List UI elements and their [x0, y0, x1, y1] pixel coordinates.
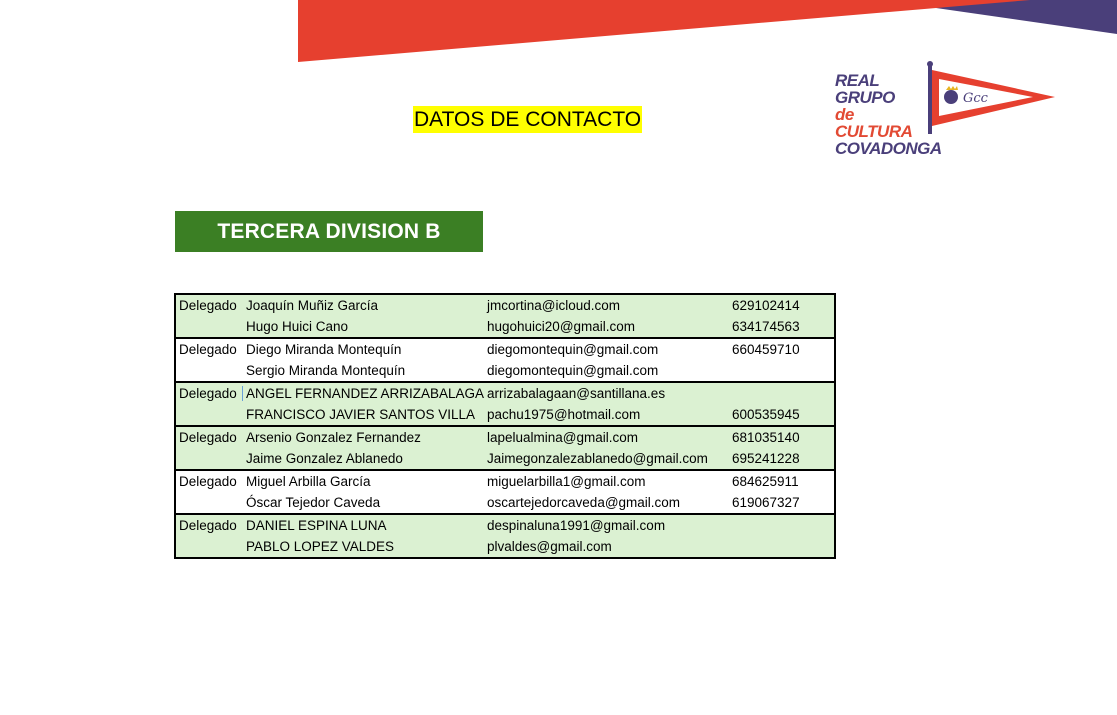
contact-email: jmcortina@icloud.com: [487, 298, 620, 313]
contact-phone: 695241228: [732, 451, 800, 466]
table-row: [176, 404, 834, 425]
contact-name: Hugo Huici Cano: [246, 319, 349, 334]
contact-name: Miguel Arbilla García: [246, 474, 371, 489]
logo-line-2: de CULTURA: [835, 105, 913, 141]
contact-email: arrizabalagaan@santillana.es: [487, 386, 666, 401]
table-row: [176, 339, 834, 360]
contact-email: Jaimegonzalezablanedo@gmail.com: [487, 451, 708, 466]
contact-role: Delegado: [179, 386, 237, 401]
contact-email: despinaluna1991@gmail.com: [487, 518, 666, 533]
table-row: [176, 448, 834, 469]
contact-name: Óscar Tejedor Caveda: [246, 495, 381, 510]
contact-name: ANGEL FERNANDEZ ARRIZABALAGA: [246, 386, 485, 401]
contact-phone: 684625911: [732, 474, 799, 489]
contact-role: Delegado: [179, 298, 237, 313]
contact-name: FRANCISCO JAVIER SANTOS VILLA: [246, 407, 476, 422]
table-row: [176, 383, 834, 404]
contact-email: hugohuici20@gmail.com: [487, 319, 636, 334]
logo-line-3: COVADONGA: [835, 139, 942, 158]
contact-role: Delegado: [179, 342, 237, 357]
contact-name: Joaquín Muñiz García: [246, 298, 379, 313]
contact-group: [176, 515, 834, 557]
contact-phone: 629102414: [732, 298, 800, 313]
contact-phone: 600535945: [732, 407, 800, 422]
contact-role: Delegado: [179, 474, 237, 489]
table-row: [176, 360, 834, 381]
contact-name: PABLO LOPEZ VALDES: [246, 539, 395, 554]
contact-name: Diego Miranda Montequín: [246, 342, 402, 357]
division-banner: TERCERA DIVISION B: [175, 211, 483, 252]
contact-name: Arsenio Gonzalez Fernandez: [246, 430, 421, 445]
contact-email: pachu1975@hotmail.com: [487, 407, 641, 422]
contact-email: lapelualmina@gmail.com: [487, 430, 639, 445]
contact-phone: 619067327: [732, 495, 800, 510]
table-row: [176, 427, 834, 448]
club-logo: [830, 60, 1070, 158]
club-logo-text: [835, 71, 942, 158]
contact-phone: 681035140: [732, 430, 800, 445]
svg-text:Gcc: Gcc: [963, 91, 988, 106]
page-title: DATOS DE CONTACTO: [414, 108, 642, 131]
contact-name: DANIEL ESPINA LUNA: [246, 518, 387, 533]
contact-role: Delegado: [179, 518, 237, 533]
contact-email: plvaldes@gmail.com: [487, 539, 612, 554]
contact-email: diegomontequin@gmail.com: [487, 363, 659, 378]
contact-group: [176, 339, 834, 383]
table-row: [176, 295, 834, 316]
table-row: [176, 536, 834, 557]
table-row: [176, 492, 834, 513]
contact-email: miguelarbilla1@gmail.com: [487, 474, 646, 489]
table-row: [176, 316, 834, 337]
contact-name: Jaime Gonzalez Ablanedo: [246, 451, 403, 466]
contact-email: diegomontequin@gmail.com: [487, 342, 659, 357]
contacts-table: [174, 293, 836, 559]
contact-name: Sergio Miranda Montequín: [246, 363, 406, 378]
contact-email: oscartejedorcaveda@gmail.com: [487, 495, 681, 510]
contact-group: [176, 295, 834, 339]
header-red-stripe: [298, 0, 1030, 62]
contact-group: [176, 383, 834, 427]
logo-line-1: REAL GRUPO: [835, 71, 895, 107]
pennant-flag-icon: [925, 60, 1060, 140]
contact-role: Delegado: [179, 430, 237, 445]
contact-phone: 634174563: [732, 319, 800, 334]
table-row: [176, 515, 834, 536]
contact-group: [176, 427, 834, 471]
table-row: [176, 471, 834, 492]
contact-phone: 660459710: [732, 342, 800, 357]
cell-cursor-mark: [242, 386, 243, 401]
contact-group: [176, 471, 834, 515]
